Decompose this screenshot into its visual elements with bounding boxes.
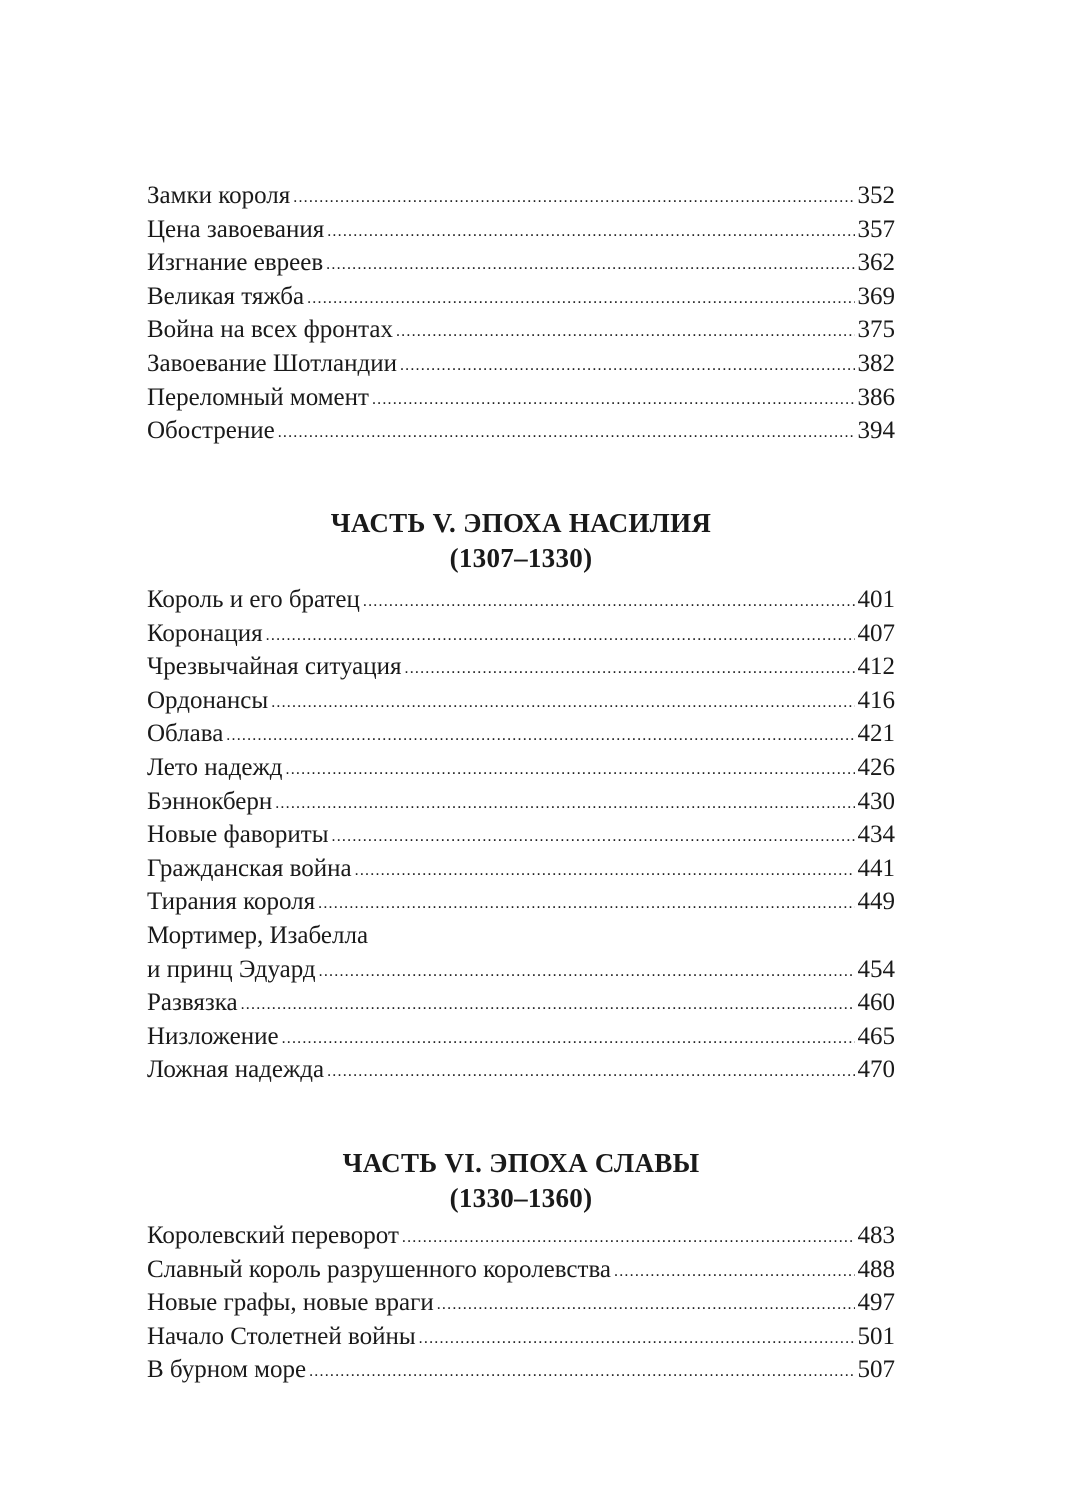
toc-entry-title: Гражданская война [147, 854, 352, 882]
toc-entry[interactable] [147, 1353, 895, 1387]
toc-entry-title: Цена завоевания [147, 215, 325, 243]
toc-entry-title: Развязка [147, 989, 238, 1017]
toc-entry-page: 465 [857, 1022, 895, 1050]
toc-entry[interactable] [147, 1020, 895, 1054]
toc-entry-title: Чрезвычайная ситуация [147, 653, 402, 681]
toc-entry[interactable] [147, 213, 895, 247]
dot-leader [363, 585, 855, 619]
dot-leader [307, 282, 854, 316]
toc-entry[interactable] [147, 617, 895, 651]
toc-entry-title: Изгнание евреев [147, 249, 324, 277]
toc-entry-title: Низложение [147, 1022, 279, 1050]
toc-entry-title: Тирания короля [147, 888, 316, 916]
dot-leader [286, 753, 855, 787]
dot-leader [614, 1255, 854, 1289]
toc-entry-title: Лето надежд [147, 753, 283, 781]
toc-entry[interactable] [147, 684, 895, 718]
toc-entry-title: Король и его братец [147, 586, 360, 613]
toc-entry-title: Мортимер, Изабелла [147, 921, 369, 949]
toc-entry[interactable] [147, 280, 895, 314]
toc-entry[interactable] [147, 313, 895, 347]
toc-entry-page: 407 [857, 619, 895, 647]
toc-block-part-iv-continued [147, 179, 895, 448]
dot-leader [271, 686, 854, 720]
toc-entry-title: В бурном море [147, 1356, 307, 1384]
toc-entry-page: 470 [857, 1056, 895, 1084]
toc-entry-title: Война на всех фронтах [147, 316, 393, 344]
toc-entry-page: 454 [857, 955, 895, 983]
dot-leader [402, 1221, 855, 1255]
part-heading-years: (1307–1330) [449, 543, 593, 573]
dot-leader [266, 619, 855, 653]
part-heading-title: ЧАСТЬ V. ЭПОХА НАСИЛИЯ [330, 508, 712, 538]
dot-leader [241, 988, 855, 1022]
toc-entry-page: 426 [857, 753, 895, 781]
dot-leader [226, 719, 854, 753]
toc-entry-title: Ордонансы [147, 686, 269, 714]
dot-leader [275, 787, 854, 821]
toc-entry[interactable] [147, 953, 895, 987]
toc-entry-page: 401 [857, 586, 895, 613]
toc-entry[interactable] [147, 1219, 895, 1253]
dot-leader [372, 383, 855, 417]
toc-entry-title: Новые графы, новые враги [147, 1289, 434, 1317]
dot-leader [419, 1322, 855, 1356]
toc-entry[interactable] [147, 179, 895, 213]
toc-entry-page: 483 [857, 1222, 895, 1249]
toc-entry-page: 497 [857, 1289, 895, 1317]
toc-entry[interactable] [147, 650, 895, 684]
toc-entry-page: 375 [857, 316, 895, 344]
part-heading-title: ЧАСТЬ VI. ЭПОХА СЛАВЫ [342, 1148, 700, 1178]
toc-entry-title: Начало Столетней войны [147, 1322, 416, 1350]
toc-entry-title: Ложная надежда [147, 1056, 325, 1084]
toc-entry-title: Облава [147, 720, 224, 748]
toc-entry[interactable] [147, 1320, 895, 1354]
toc-entry-title: и принц Эдуард [147, 955, 316, 983]
part-v-heading [147, 506, 895, 576]
toc-entry-title: Коронация [147, 619, 263, 647]
dot-leader [332, 820, 855, 854]
dot-leader [405, 652, 855, 686]
toc-entry-page: 430 [857, 787, 895, 815]
dot-leader [400, 349, 855, 383]
toc-entry-page: 412 [857, 653, 895, 681]
dot-leader [327, 215, 854, 249]
dot-leader [327, 1055, 854, 1089]
dot-leader [355, 854, 855, 888]
toc-entry-title: Переломный момент [147, 383, 369, 411]
toc-entry-page: 449 [857, 888, 895, 916]
dot-leader [437, 1288, 855, 1322]
toc-entry[interactable] [147, 583, 895, 617]
toc-entry[interactable] [147, 818, 895, 852]
dot-leader [278, 416, 855, 450]
toc-entry-title: Обострение [147, 417, 275, 445]
toc-entry-page: 421 [857, 720, 895, 748]
toc-entry-page: 352 [857, 182, 895, 209]
toc-entry[interactable] [147, 1253, 895, 1287]
toc-entry-page: 488 [857, 1255, 895, 1283]
dot-leader [318, 887, 854, 921]
toc-entry[interactable] [147, 751, 895, 785]
toc-entry-title: Новые фавориты [147, 821, 329, 849]
toc-entry[interactable] [147, 717, 895, 751]
toc-entry-page: 382 [857, 349, 895, 377]
toc-entry[interactable] [147, 414, 895, 448]
dot-leader [309, 1355, 854, 1389]
toc-entry-title: Великая тяжба [147, 282, 305, 310]
toc-entry-title: Королевский переворот [147, 1222, 399, 1249]
toc-entry-page: 369 [857, 282, 895, 310]
toc-entry[interactable] [147, 1286, 895, 1320]
toc-entry-page: 357 [857, 215, 895, 243]
toc-entry-title: Завоевание Шотландии [147, 349, 397, 377]
toc-entry[interactable] [147, 852, 895, 886]
toc-entry[interactable] [147, 885, 895, 919]
toc-entry-wrapped-line[interactable] [147, 919, 895, 953]
toc-entry[interactable] [147, 381, 895, 415]
toc-block-part-v [147, 583, 895, 1087]
toc-entry[interactable] [147, 347, 895, 381]
dot-leader [326, 248, 854, 282]
toc-entry-page: 362 [857, 249, 895, 277]
toc-entry-page: 394 [857, 417, 895, 445]
toc-entry-page: 501 [857, 1322, 895, 1350]
toc-entry[interactable] [147, 246, 895, 280]
dot-leader [319, 955, 855, 989]
toc-entry-page: 434 [857, 821, 895, 849]
toc-entry-page: 460 [857, 989, 895, 1017]
dot-leader [293, 181, 854, 215]
dot-leader [282, 1022, 855, 1056]
toc-entry[interactable] [147, 986, 895, 1020]
toc-block-part-vi [147, 1219, 895, 1387]
toc-entry-page: 416 [857, 686, 895, 714]
toc-entry-page: 441 [857, 854, 895, 882]
toc-entry-title: Замки короля [147, 182, 291, 209]
toc-entry-page: 507 [857, 1356, 895, 1384]
toc-entry-page: 386 [857, 383, 895, 411]
toc-entry-title: Славный король разрушенного королевства [147, 1255, 612, 1283]
toc-entry[interactable] [147, 1053, 895, 1087]
toc-entry-title: Бэннокберн [147, 787, 273, 815]
dot-leader [396, 315, 855, 349]
part-heading-years: (1330–1360) [449, 1183, 593, 1213]
toc-entry[interactable] [147, 785, 895, 819]
part-vi-heading [147, 1146, 895, 1216]
